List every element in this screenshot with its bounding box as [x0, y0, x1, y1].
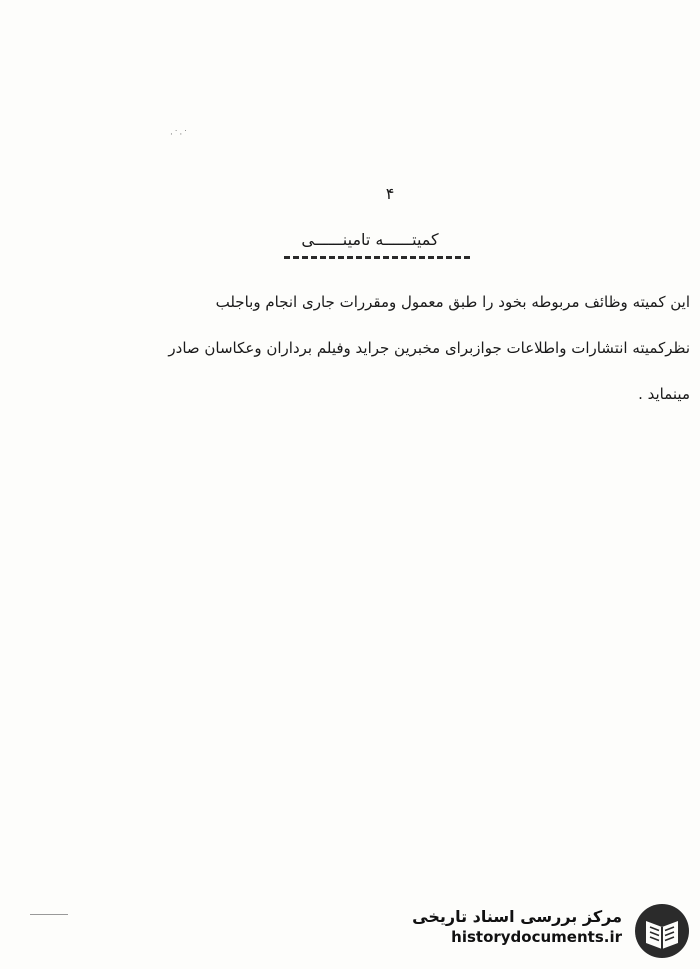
watermark-text: [412, 907, 622, 946]
book-emblem-icon: [632, 901, 692, 961]
watermark-url: historydocuments.ir: [451, 928, 622, 946]
scan-speck: ·˙·˙: [170, 130, 189, 140]
document-title: کمیتــــــه تامینــــــی: [301, 230, 439, 249]
body-paragraph: [90, 282, 690, 420]
page-number: ۴: [385, 184, 395, 203]
title-underline: [284, 256, 470, 259]
watermark: [402, 901, 692, 961]
body-line: این کمیته وظائف مربوطه بخود را طبق معمول ومقررات جاری انجام وباجلب: [215, 293, 690, 311]
watermark-name: مرکز بررسی اسناد تاریخی: [412, 907, 622, 926]
body-line: مینماید .: [638, 385, 690, 403]
scan-mark: [30, 914, 68, 915]
body-line: نظرکمیته انتشارات واطلاعات جوازبرای مخبرین جراید وفیلم برداران وعکاسان صادر: [168, 339, 690, 357]
